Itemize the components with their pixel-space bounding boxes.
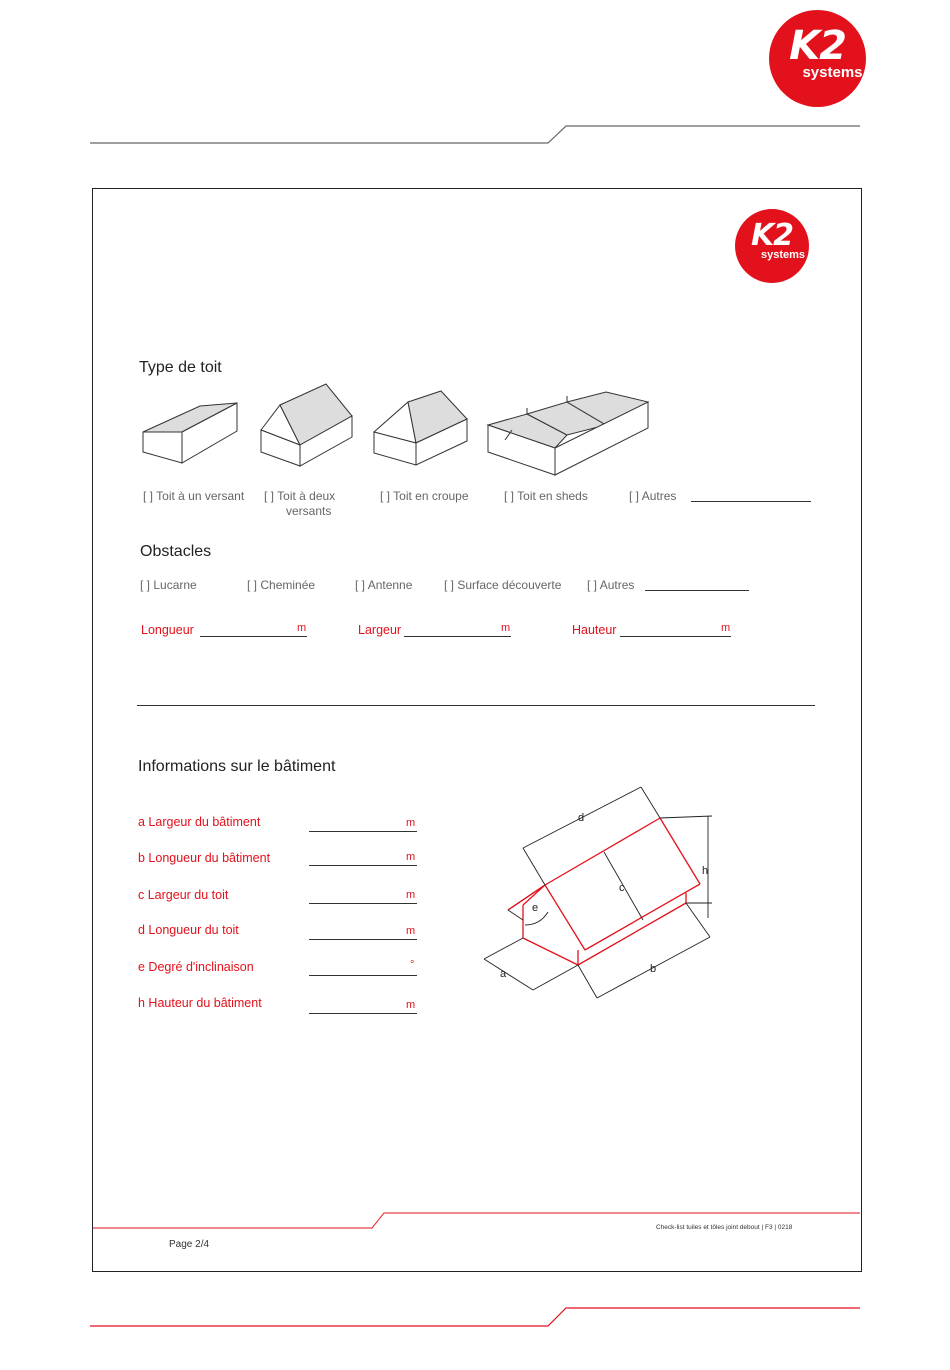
roof-length-unit: m xyxy=(406,925,416,937)
checkbox[interactable]: [ ] xyxy=(247,578,258,592)
logo-systems-text-inner: systems xyxy=(760,249,806,261)
obstacles-title: Obstacles xyxy=(140,543,212,560)
roof-type-title: Type de toit xyxy=(139,359,222,376)
logo-k2-text: K2 xyxy=(789,23,846,69)
option-label: Lucarne xyxy=(153,578,197,592)
building-width-label: a Largeur du bâtiment xyxy=(138,815,261,829)
checkbox[interactable]: [ ] xyxy=(587,578,598,592)
logo-systems-text: systems xyxy=(802,64,863,81)
checkbox[interactable]: [ ] xyxy=(444,578,455,592)
inclination-label: e Degré d'inclinaison xyxy=(138,960,254,974)
option-label: Autres xyxy=(599,578,635,592)
building-height-label: h Hauteur du bâtiment xyxy=(138,996,262,1010)
diagram-label-c: c xyxy=(619,882,625,894)
diagram-label-b: b xyxy=(650,963,657,975)
building-width-unit: m xyxy=(406,817,416,829)
inclination-unit: ° xyxy=(410,959,415,971)
obstacle-height-unit: m xyxy=(721,622,731,634)
obstacle-width-unit: m xyxy=(501,622,511,634)
obstacle-width-label: Largeur xyxy=(358,623,402,637)
building-length-unit: m xyxy=(406,851,416,863)
obstacle-length-label: Longueur xyxy=(141,623,194,637)
roof-width-unit: m xyxy=(406,889,416,901)
checkbox[interactable]: [ ] xyxy=(380,489,391,503)
checkbox[interactable]: [ ] xyxy=(629,489,640,503)
roof-length-label: d Longueur du toit xyxy=(138,923,239,937)
option-label: Autres xyxy=(641,489,677,503)
logo-k2-text-inner: K2 xyxy=(750,218,794,253)
page-number: Page 2/4 xyxy=(169,1239,210,1250)
diagram-label-h: h xyxy=(702,865,709,877)
building-info-title: Informations sur le bâtiment xyxy=(138,758,336,775)
diagram-label-e: e xyxy=(532,902,539,914)
checkbox[interactable]: [ ] xyxy=(355,578,366,592)
building-length-label: b Longueur du bâtiment xyxy=(138,851,271,865)
checkbox[interactable]: [ ] xyxy=(264,489,275,503)
checkbox[interactable]: [ ] xyxy=(143,489,154,503)
roof-width-label: c Largeur du toit xyxy=(138,888,229,902)
option-label: Cheminée xyxy=(260,578,316,592)
checkbox[interactable]: [ ] xyxy=(504,489,515,503)
option-label: Toit à deux xyxy=(277,489,336,503)
diagram-label-a: a xyxy=(500,968,507,980)
obstacle-length-unit: m xyxy=(297,622,307,634)
option-label: Toit en sheds xyxy=(517,489,588,503)
option-label: Toit à un versant xyxy=(156,489,245,503)
diagram-label-d: d xyxy=(578,812,585,824)
building-height-unit: m xyxy=(406,999,416,1011)
option-label: Toit en croupe xyxy=(393,489,469,503)
checkbox[interactable]: [ ] xyxy=(140,578,151,592)
option-label: Antenne xyxy=(367,578,413,592)
obstacle-height-label: Hauteur xyxy=(572,623,617,637)
roof-option-gable-line2: versants xyxy=(286,504,332,518)
document-reference: Check-list tuiles et tôles joint debout | F3 | 0218 xyxy=(656,1224,793,1231)
option-label: Surface découverte xyxy=(457,578,562,592)
